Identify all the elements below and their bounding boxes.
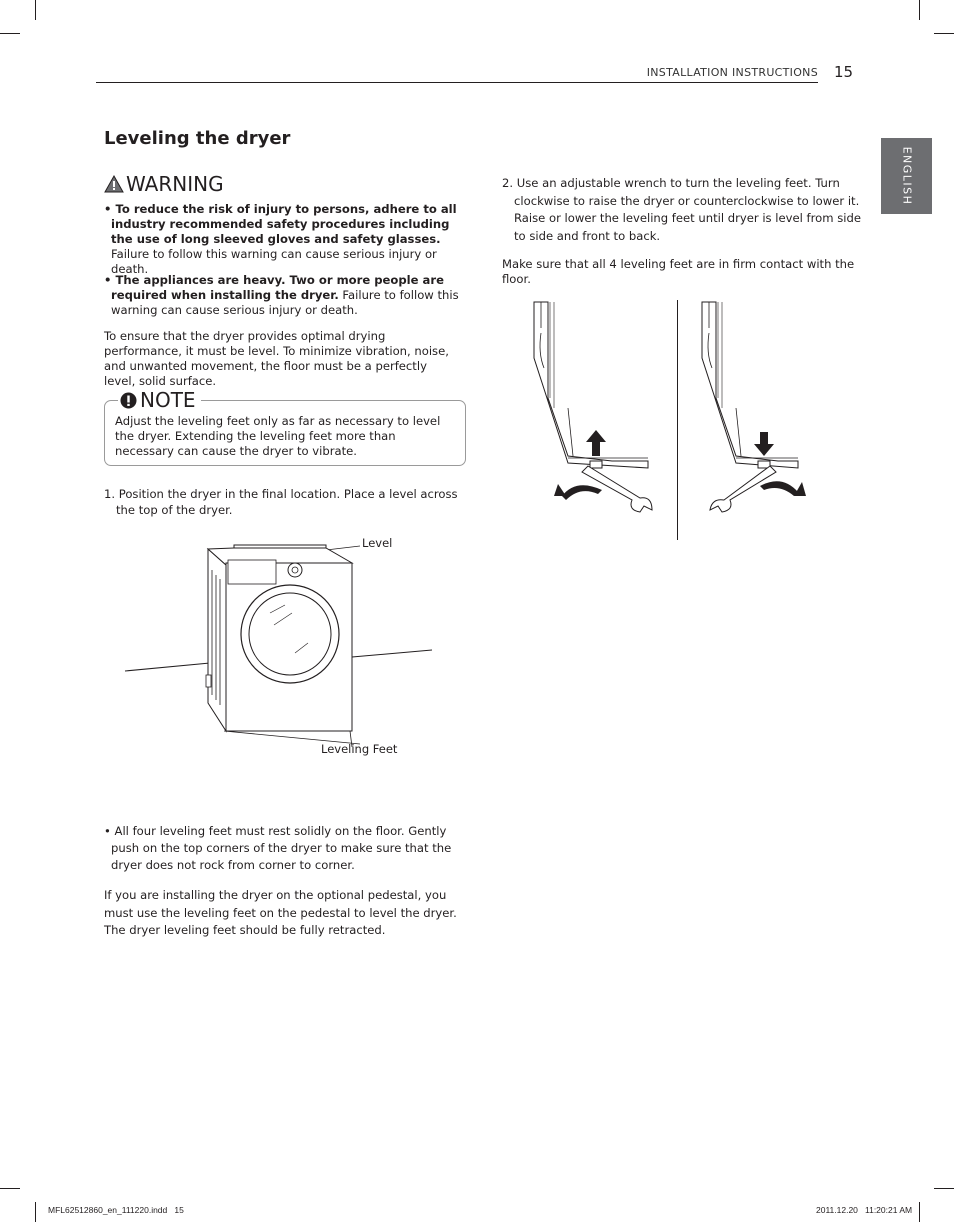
crop-mark [0,33,20,34]
footer-timestamp: 2011.12.20 11:20:21 AM [816,1205,913,1215]
crop-mark [919,0,920,20]
warning-item: • To reduce the risk of injury to persons, adhere to all industry recommended safety procedures including the use of long sleeved gloves and safety glasses. Failure to follow this warning can cause serious injury or death. [104,202,457,276]
warning-item: • The appliances are heavy. Two or more people are required when installing the dryer. Failure to follow this warning can cause serious injury or death. [104,273,459,317]
crop-mark [919,1202,920,1222]
step-2: 2. Use an adjustable wrench to turn the leveling feet. Turn clockwise to raise the dryer or counterclockwise to lower it. Raise or lower the leveling feet until dryer is level from side to side and front to back. [502,176,861,243]
firm-contact-note: Make sure that all 4 leveling feet are in firm contact with the floor. [502,257,855,286]
crop-mark [35,1202,36,1222]
wrench-adjustment-illustration [528,298,808,523]
bullet-four-feet-text: All four leveling feet must rest solidly on the floor. Gently push on the top corners of the dryer to make sure that the dryer does not rock from corner to corner. [111,824,452,872]
figure-label-level: Level [362,536,393,550]
pedestal-paragraph: If you are installing the dryer on the optional pedestal, you must use the leveling feet on the pedestal to level the dryer. The dryer leveling feet should be fully retracted. [104,888,457,937]
note-text: Adjust the leveling feet only as far as necessary to level the dryer. Extending the leveling feet more than necessary can cause the dryer to vibrate. [115,414,441,458]
warning-item-bold: To reduce the risk of injury to persons, adhere to all industry recommended safety procedures including the use of long sleeved gloves and safety glasses. [111,202,457,246]
warning-label: WARNING [126,172,224,196]
raise-dryer-view [534,302,652,512]
step-1: 1. Position the dryer in the final location. Place a level across the top of the dryer. [104,487,458,517]
figure-label-leveling-feet: Leveling Feet [321,742,398,756]
bullet-four-feet: • All four leveling feet must rest solidly on the floor. Gently push on the top corners of the dryer to make sure that the dryer does not rock from corner to corner. [104,824,452,872]
warning-item-bold: The appliances are heavy. Two or more people are required when installing the dryer. [111,273,444,302]
language-tab [881,138,932,214]
warning-item-text: Failure to follow this warning can cause serious injury or death. [111,288,459,317]
note-heading [118,388,201,412]
crop-mark [934,1188,954,1189]
warning-item-text: Failure to follow this warning can cause serious injury or death. [111,247,437,276]
warning-heading [104,172,224,196]
page-number: 15 [834,63,854,81]
dryer-level-illustration [120,535,440,760]
section-title: Leveling the dryer [104,128,291,149]
header-rule [96,82,818,83]
language-tab-label: ENGLISH [900,146,913,206]
figure-divider [677,300,678,540]
lower-dryer-view [702,302,806,512]
intro-paragraph: To ensure that the dryer provides optimal drying performance, it must be level. To minimize vibration, noise, and unwanted movement, the floor must be a perfectly level, solid surface. [104,329,449,388]
crop-mark [0,1188,20,1189]
exclamation-circle-icon [120,392,137,409]
note-label: NOTE [140,388,196,412]
crop-mark [35,0,36,20]
crop-mark [934,33,954,34]
footer-file: MFL62512860_en_111220.indd 15 [48,1205,184,1215]
running-header: INSTALLATION INSTRUCTIONS [646,66,818,79]
warning-triangle-icon [104,175,124,193]
